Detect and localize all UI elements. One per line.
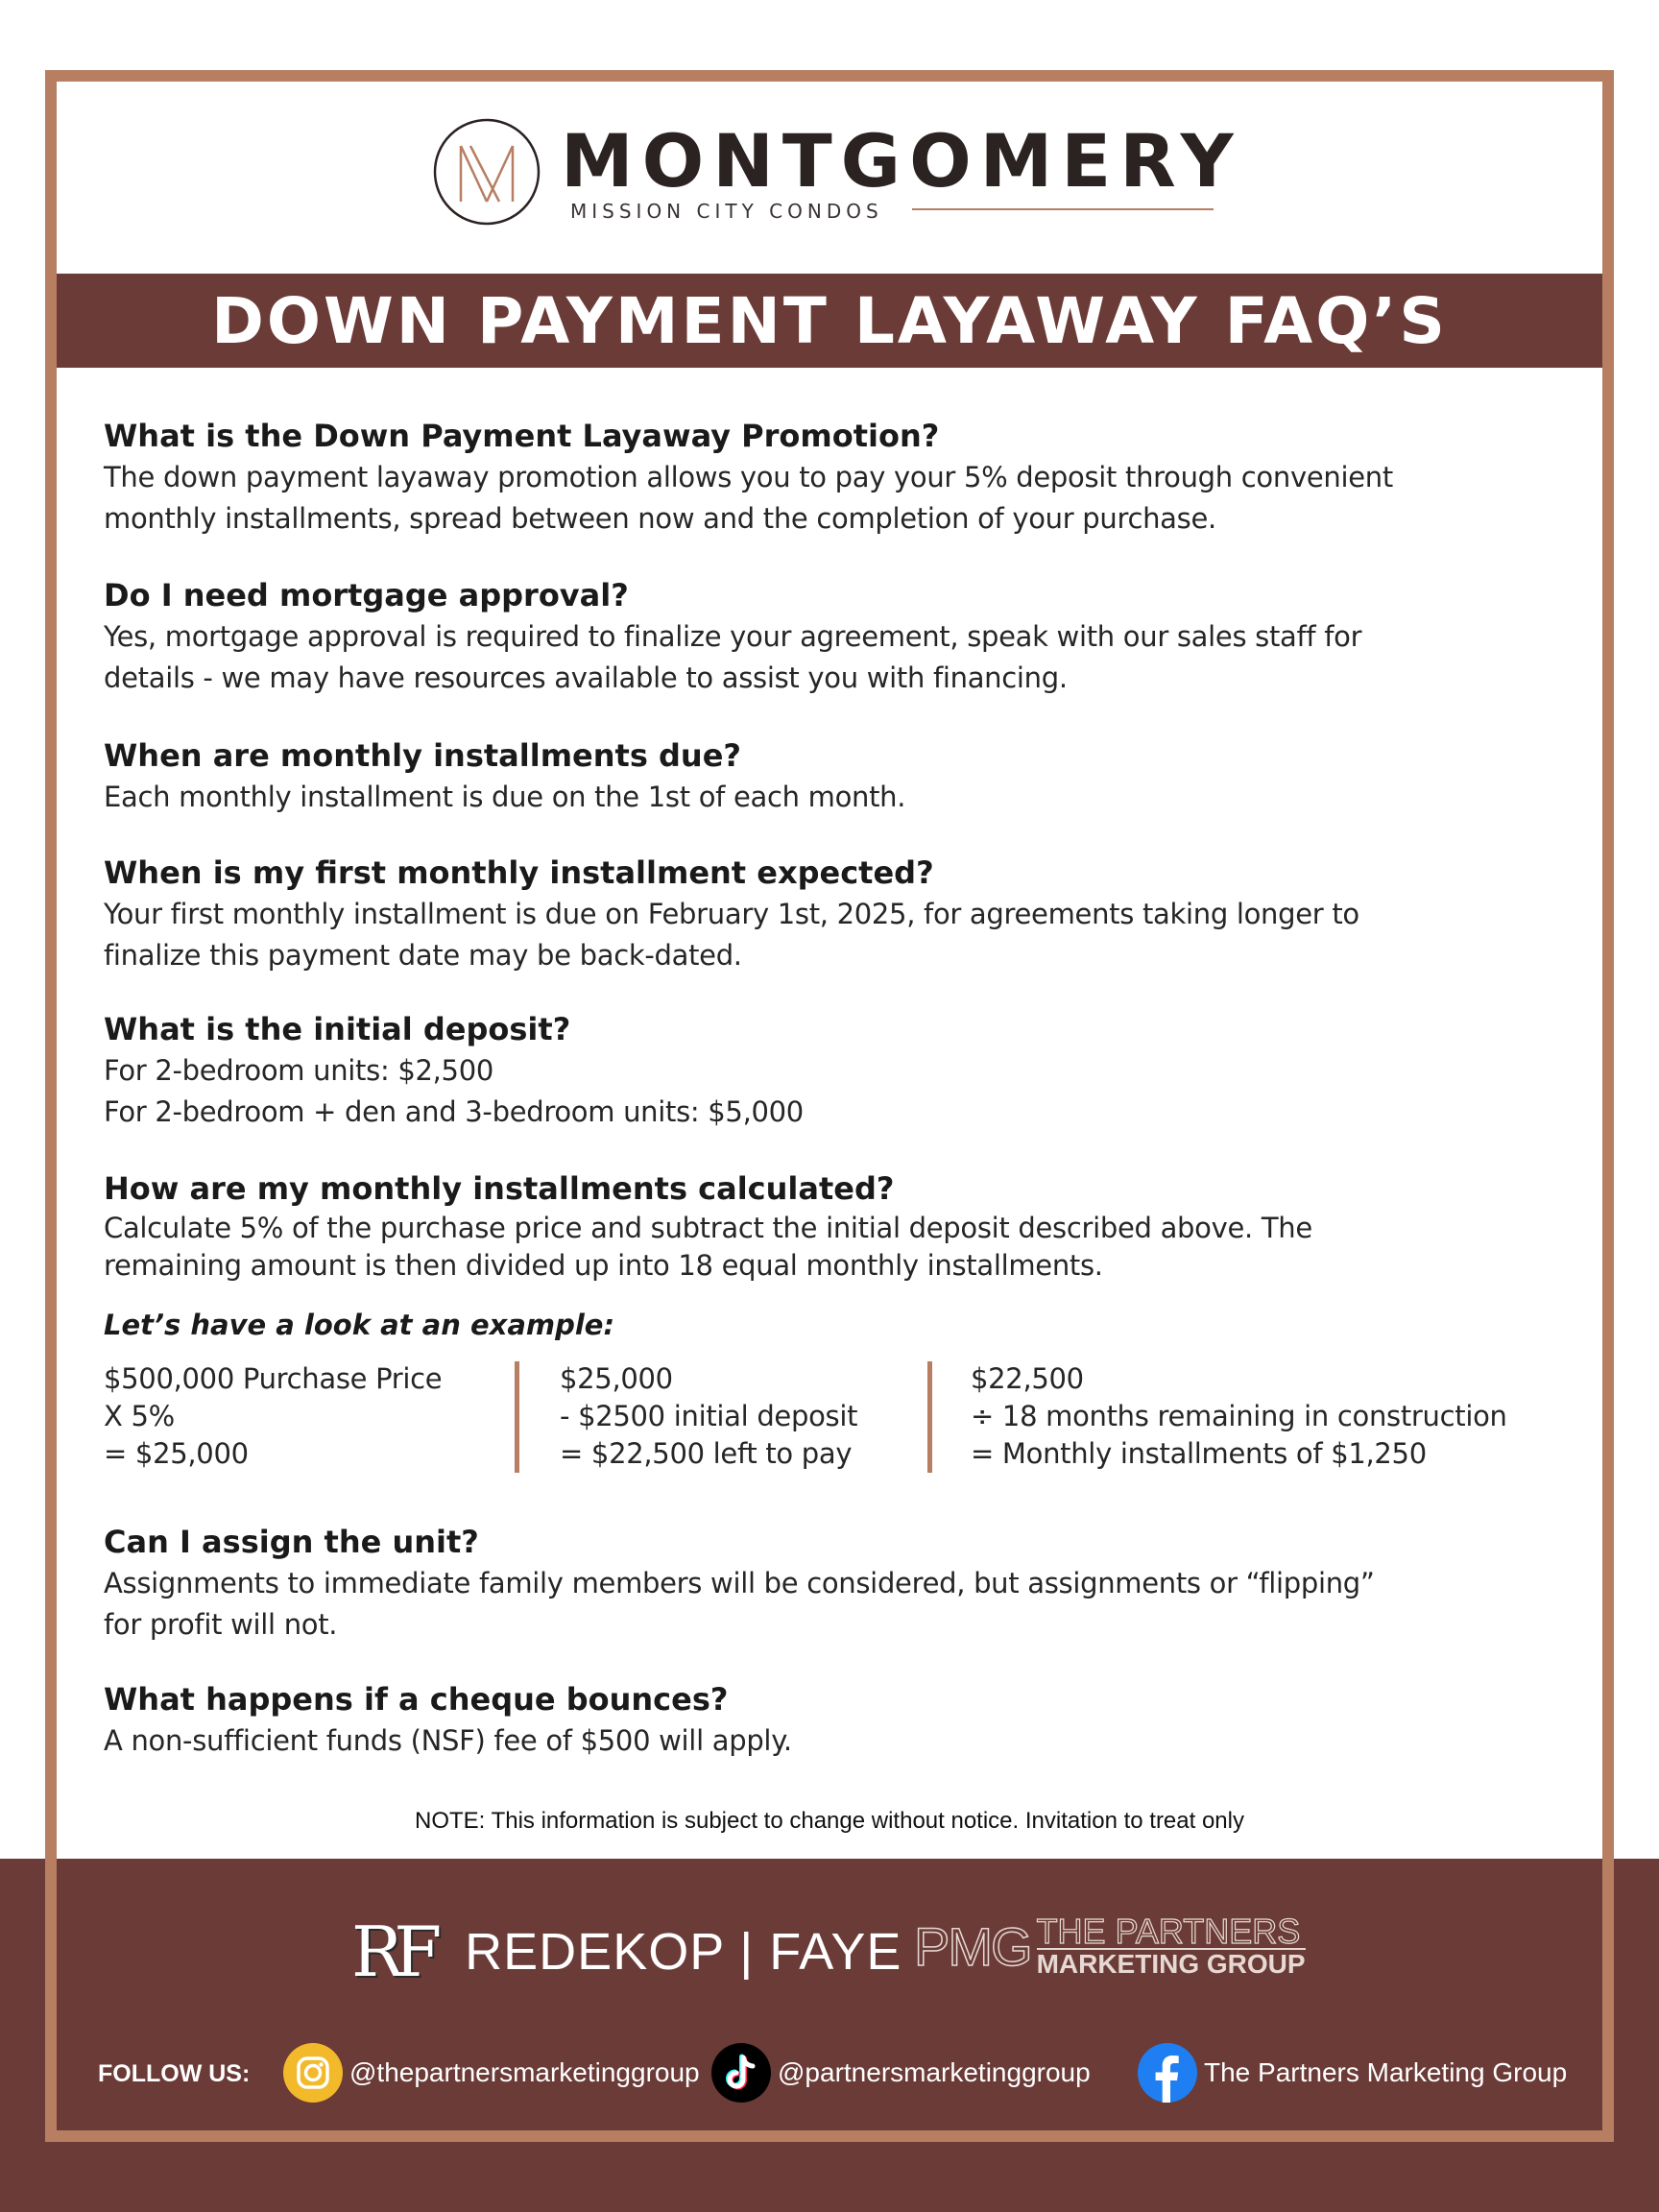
instagram-icon: [282, 2042, 344, 2104]
example-line: $22,500: [971, 1362, 1084, 1395]
example-line: $500,000 Purchase Price: [104, 1362, 443, 1395]
rf-wordmark: REDEKOP | FAYE: [465, 1923, 902, 1981]
faq-answer-line: Assignments to immediate family members will be considered, but assignments or “flipping”: [104, 1567, 1375, 1599]
page-title: DOWN PAYMENT LAYAWAY FAQ’S: [211, 283, 1448, 358]
redekop-faye-logo: [351, 1913, 902, 1990]
faq-answer-line: for profit will not.: [104, 1608, 338, 1641]
example-line: = $22,500 left to pay: [560, 1437, 853, 1470]
follow-us-label: FOLLOW US:: [98, 2060, 251, 2087]
faq-item: [104, 574, 1582, 699]
faq-question: When are monthly installments due?: [104, 737, 741, 774]
disclaimer-note: NOTE: This information is subject to change without notice. Invitation to treat only: [415, 1808, 1244, 1834]
social-link-tiktok[interactable]: [710, 2042, 1091, 2104]
montgomery-logo: [432, 117, 1242, 232]
social-link-facebook[interactable]: [1137, 2042, 1567, 2104]
example-line: - $2500 initial deposit: [560, 1400, 858, 1432]
faq-question: Can I assign the unit?: [104, 1524, 479, 1560]
faq-question: Do I need mortgage approval?: [104, 577, 629, 613]
faq-answer-line: For 2-bedroom units: $2,500: [104, 1054, 493, 1087]
faq-answer-line: finalize this payment date may be back-dated.: [104, 939, 742, 972]
example-line: = Monthly installments of $1,250: [971, 1437, 1427, 1470]
faq-question: What is the Down Payment Layaway Promotion?: [104, 418, 940, 454]
example-divider: [515, 1361, 519, 1473]
faq-question: When is my first monthly installment expected?: [104, 854, 934, 891]
faq-item: [104, 1008, 1582, 1133]
faq-answer-line: remaining amount is then divided up into 18 equal monthly installments.: [104, 1249, 1103, 1282]
faq-item: [104, 415, 1582, 540]
rf-monogram: RF: [351, 1911, 433, 1992]
tiktok-handle: @partnersmarketinggroup: [778, 2057, 1091, 2087]
instagram-handle: @thepartnersmarketinggroup: [349, 2057, 700, 2087]
brand-tagline: MISSION CITY CONDOS: [570, 200, 883, 223]
faq-item: [104, 734, 1582, 818]
example-line: ÷ 18 months remaining in construction: [971, 1400, 1507, 1432]
facebook-icon: [1137, 2042, 1198, 2104]
example-line: X 5%: [104, 1400, 175, 1432]
faq-item: [104, 1678, 1582, 1762]
faq-answer-line: For 2-bedroom + den and 3-bedroom units: $5,000: [104, 1095, 804, 1128]
faq-answer-line: A non-sufficient funds (NSF) fee of $500 will apply.: [104, 1724, 792, 1757]
montgomery-monogram-icon: [432, 117, 541, 227]
brand-name: MONTGOMERY: [561, 118, 1242, 204]
example-heading: Let’s have a look at an example:: [104, 1309, 615, 1341]
pmg-logo: [914, 1911, 1306, 1979]
example-divider: [927, 1361, 932, 1473]
faq-answer-line: details - we may have resources available to assist you with financing.: [104, 661, 1068, 694]
tagline-rule: [912, 208, 1214, 210]
pmg-monogram: PMG: [914, 1916, 1031, 1977]
faq-answer-line: monthly installments, spread between now and the completion of your purchase.: [104, 502, 1216, 535]
faq-item: [104, 852, 1582, 976]
facebook-handle: The Partners Marketing Group: [1204, 2057, 1568, 2087]
faq-answer-line: Your first monthly installment is due on February 1st, 2025, for agreements taking longer to: [104, 898, 1359, 930]
pmg-line-1: THE PARTNERS: [1037, 1915, 1306, 1950]
faq-item: [104, 1521, 1582, 1646]
example-line: $25,000: [560, 1362, 673, 1395]
faq-question: What happens if a cheque bounces?: [104, 1681, 729, 1718]
faq-item: [104, 1167, 1582, 1285]
faq-answer-line: Calculate 5% of the purchase price and subtract the initial deposit described above. The: [104, 1212, 1312, 1244]
title-banner: [57, 274, 1602, 368]
example-line: = $25,000: [104, 1437, 249, 1470]
faq-answer-line: Each monthly installment is due on the 1st of each month.: [104, 781, 906, 813]
social-link-instagram[interactable]: [282, 2042, 700, 2104]
pmg-line-2: MARKETING GROUP: [1036, 1949, 1306, 1979]
faq-answer-line: Yes, mortgage approval is required to finalize your agreement, speak with our sales staff for: [104, 620, 1362, 653]
faq-answer-line: The down payment layaway promotion allows you to pay your 5% deposit through convenient: [104, 461, 1393, 493]
example-column: [971, 1360, 1507, 1473]
pmg-wordmark: [1036, 1911, 1306, 1979]
faq-question: How are my monthly installments calculated?: [104, 1170, 895, 1207]
tiktok-icon: [710, 2042, 772, 2104]
example-column: [104, 1360, 442, 1473]
faq-question: What is the initial deposit?: [104, 1011, 571, 1047]
example-column: [560, 1360, 857, 1473]
